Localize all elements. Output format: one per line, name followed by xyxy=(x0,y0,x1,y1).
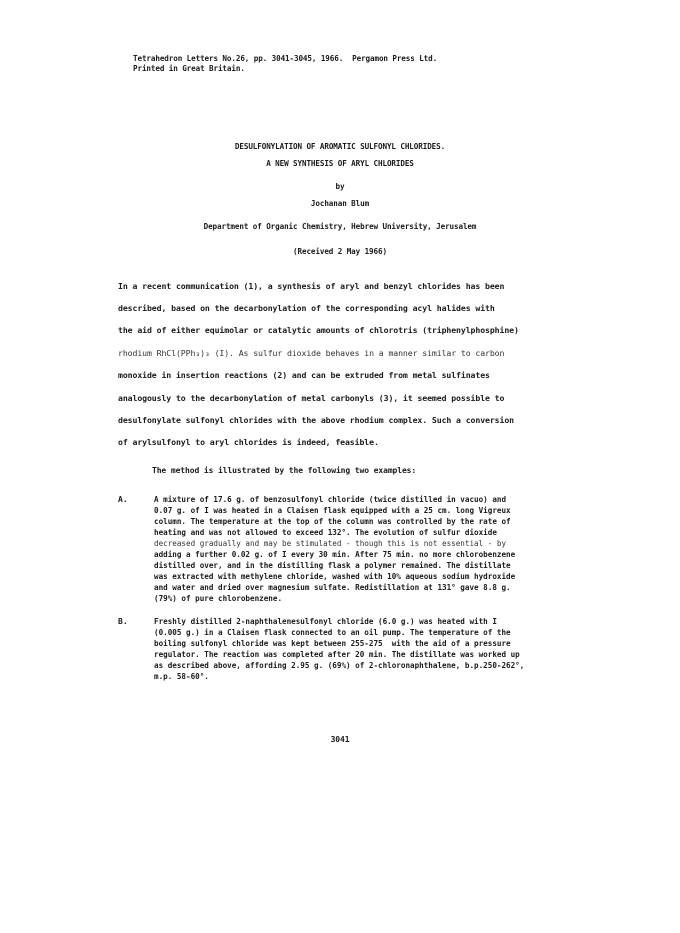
intro-line: monoxide in insertion reactions (2) and can be extruded from metal sulfinates xyxy=(118,370,490,380)
printed-notice: Printed in Great Britain. xyxy=(133,64,245,73)
example-a-marker: A. xyxy=(118,495,128,504)
example-b-line: boiling sulfonyl chloride was kept between 255-275 with the aid of a pressure xyxy=(154,639,511,648)
example-a-line: decreased gradually and may be stimulated - though this is not essential - by xyxy=(154,539,507,548)
example-a-line: was extracted with methylene chloride, washed with 10% aqueous sodium hydroxide xyxy=(154,572,516,581)
article-title-line-2: A NEW SYNTHESIS OF ARYL CHLORIDES xyxy=(266,159,414,168)
example-b-line: (0.005 g.) in a Claisen flask connected to an oil pump. The temperature of the xyxy=(154,628,511,637)
byline-by: by xyxy=(335,182,345,191)
intro-line: the aid of either equimolar or catalytic amounts of chlorotris (triphenylphosphine) xyxy=(118,325,519,335)
example-b-line: as described above, affording 2.95 g. (69%) of 2-chloronaphthalene, b.p.250-262°, xyxy=(154,661,525,670)
example-b-marker: B. xyxy=(118,617,128,626)
example-a-line: A mixture of 17.6 g. of benzosulfonyl chloride (twice distilled in vacuo) and xyxy=(154,495,507,504)
example-a-line: and water and dried over magnesium sulfate. Redistillation at 131° gave 8.8 g. xyxy=(154,583,511,592)
example-b-line: Freshly distilled 2-naphthalenesulfonyl chloride (6.0 g.) was heated with I xyxy=(154,617,497,626)
journal-citation: Tetrahedron Letters No.26, pp. 3041-3045, 1966. Pergamon Press Ltd. xyxy=(133,54,438,63)
received-date: (Received 2 May 1966) xyxy=(293,247,387,256)
intro-line: of arylsulfonyl to aryl chlorides is indeed, feasible. xyxy=(118,437,379,447)
example-a-line: adding a further 0.02 g. of I every 30 min. After 75 min. no more chlorobenzene xyxy=(154,550,516,559)
affiliation: Department of Organic Chemistry, Hebrew University, Jerusalem xyxy=(203,222,477,231)
author-name: Jochanan Blum xyxy=(310,199,370,208)
example-a-line: (79%) of pure chlorobenzene. xyxy=(154,594,283,603)
page-number: 3041 xyxy=(330,735,350,744)
example-b-line: regulator. The reaction was completed after 20 min. The distillate was worked up xyxy=(154,650,520,659)
intro-line: In a recent communication (1), a synthesis of aryl and benzyl chlorides has been xyxy=(118,281,505,291)
intro-line: described, based on the decarbonylation of the corresponding acyl halides with xyxy=(118,303,495,313)
intro-line: analogously to the decarbonylation of metal carbonyls (3), it seemed possible to xyxy=(118,393,505,403)
example-a-line: 0.07 g. of I was heated in a Claisen flask equipped with a 25 cm. long Vigreux xyxy=(154,506,511,515)
example-a-line: column. The temperature at the top of the column was controlled by the rate of xyxy=(154,517,511,526)
example-a-line: heating and was not allowed to exceed 132°. The evolution of sulfur dioxide xyxy=(154,528,497,537)
intro-line: rhodium RhCl(PPh₃)₃ (I). As sulfur dioxide behaves in a manner similar to carbon xyxy=(118,348,505,358)
article-title-line-1: DESULFONYLATION OF AROMATIC SULFONYL CHLORIDES. xyxy=(234,142,446,151)
method-intro: The method is illustrated by the following two examples: xyxy=(152,466,417,475)
example-b-line: m.p. 58-60°. xyxy=(154,672,209,681)
example-a-line: distilled over, and in the distilling flask a polymer remained. The distillate xyxy=(154,561,511,570)
intro-line: desulfonylate sulfonyl chlorides with the above rhodium complex. Such a conversion xyxy=(118,415,515,425)
